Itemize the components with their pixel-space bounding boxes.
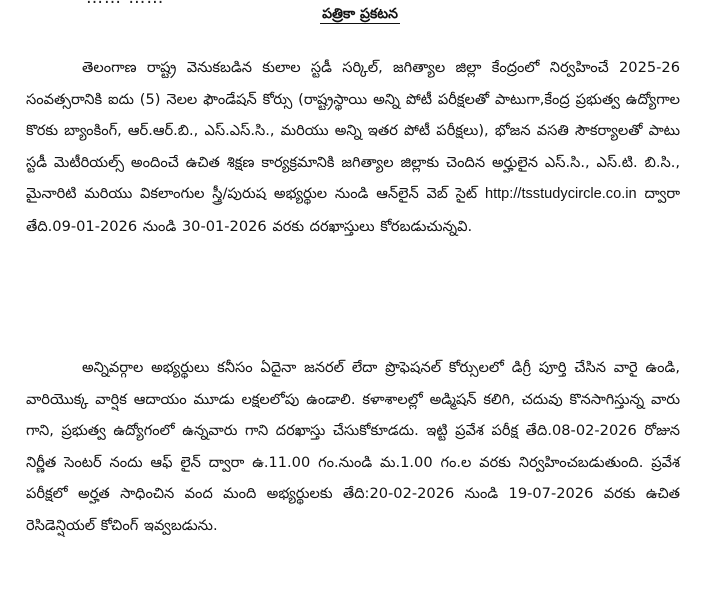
paragraph-1-text-before-url: తెలంగాణ రాష్ట్ర వెనుకబడిన కులాల స్టడీ సర్కిల్, జగిత్యాల జిల్లా కేంద్రంలో నిర్వహించే 2025-26 సంవత్సరానికి ఐదు (5) నెలల ఫౌండేషన్ కోర్సు (రాష్ట్రస్థాయి అన్ని పోటీ పరీక్షలతో పాటుగా,కేంద్ర ప్రభుత్వ ఉద్యోగాల కొరకు బ్యాంకింగ్, ఆర్.ఆర్.బి., ఎస్.ఎస్.సి., మరియు అన్ని ఇతర పోటీ పరీక్షలు), భోజన వసతి సౌకర్యాలతో పాటు స్టడీ మెటీరియల్స్ అందించే ఉచిత శిక్షణ కార్యక్రమానికి జగిత్యాల జిల్లాకు చెందిన అర్హులైన ఎస్.సి., ఎస్.టి. బి.సి., మైనారిటి మరియు వికలాంగుల స్త్రీ/పురుష అభ్యర్థుల నుండి ఆన్‌లైన్ వెబ్ సైట్ xyxy=(26,59,680,202)
press-release-title: పత్రికా ప్రకటన xyxy=(322,6,398,22)
paragraph-1 xyxy=(26,52,680,242)
paragraph-1-text-after-url: ద్వారా తేది.09-01-2026 నుండి 30-01-2026 వరకు దరఖాస్తులు కోరబడుచున్నవి. xyxy=(26,185,680,235)
study-circle-website-url: http://tsstudycircle.co.in xyxy=(484,186,637,202)
press-release-heading xyxy=(0,6,720,25)
paragraph-2-text: అన్నివర్గాల అభ్యర్థులు కనీసం ఏదైనా జనరల్ లేదా ప్రొఫెషనల్ కోర్సులలో డిగ్రీ పూర్తి చేసిన వారై ఉండి, వారియొక్క వార్షిక ఆదాయం మూడు లక్షలలోపు ఉండాలి. కళాశాలల్లో అడ్మిషన్ కలిగి, చదువు కొనసాగిస్తున్న వారు గాని, ప్రభుత్వ ఉద్యోగంలో ఉన్నవారు గాని దరఖాస్తు చేసుకోకూడదు. ఇట్టి ప్రవేశ పరీక్ష తేది.08-02-2026 రోజున నిర్ణీత సెంటర్ నందు ఆఫ్ లైన్ ద్వారా ఉ.11.00 గం.నుండి మ.1.00 గం.ల వరకు నిర్వహించబడుతుంది. ప్రవేశ పరీక్షలో అర్హత సాధించిన వంద మంది అభ్యర్థులకు తేది:20-02-2026 నుండి 19-07-2026 వరకు ఉచిత రెసిడెన్షియల్ కోచింగ్ ఇవ్వబడును. xyxy=(26,359,680,534)
paragraph-2 xyxy=(26,352,680,541)
